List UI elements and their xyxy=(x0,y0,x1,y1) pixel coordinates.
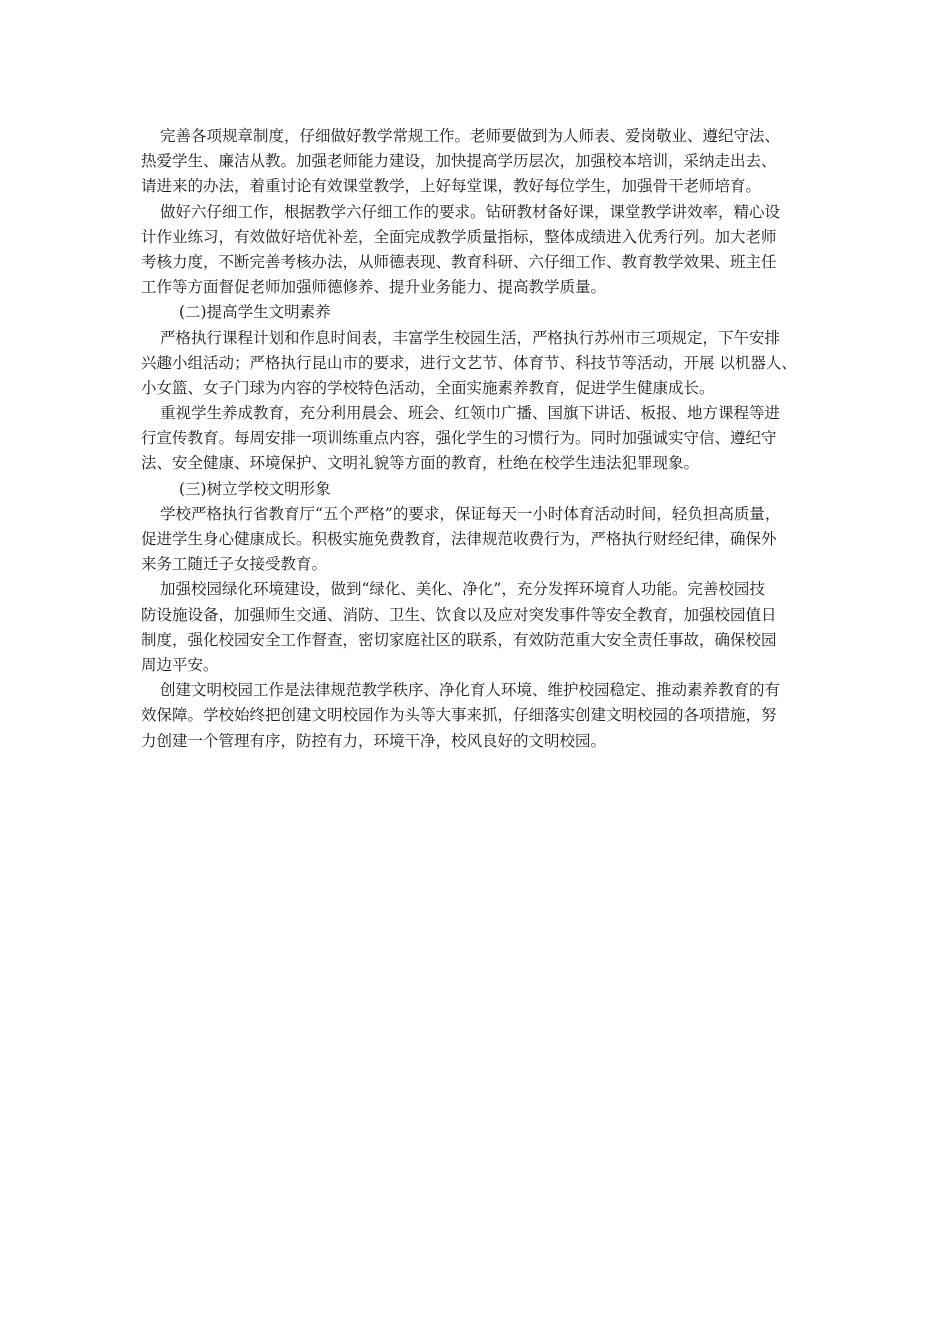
paragraph-line: 重视学生养成教育，充分利用晨会、班会、红领巾广播、国旗下讲话、板报、地方课程等进 xyxy=(160,404,781,423)
paragraph-line: 严格执行课程计划和作息时间表，丰富学生校园生活，严格执行苏州市三项规定，下午安排 xyxy=(160,328,781,347)
paragraph-line: 兴趣小组活动；严格执行昆山市的要求，进行文艺节、体育节、科技节等活动，开展 以机器人、 xyxy=(141,353,797,372)
paragraph-six-careful-work xyxy=(141,200,821,301)
paragraph-line: 促进学生身心健康成长。积极实施免费教育，法律规范收费行为，严格执行财经纪律，确保外 xyxy=(141,530,777,548)
paragraph-line: 行宣传教育。每周安排一项训练重点内容，强化学生的习惯行为。同时加强诚实守信、遵纪守 xyxy=(141,429,777,448)
paragraph-line: 热爱学生、廉洁从教。加强老师能力建设，加快提高学历层次，加强校本培训，采纳走出去、 xyxy=(141,152,777,171)
paragraph-civilized-campus xyxy=(141,678,821,754)
paragraph-line: 周边平安。 xyxy=(141,655,219,674)
paragraph-line: 计作业练习，有效做好培优补差，全面完成教学质量指标，整体成绩进入优秀行列。加大老师 xyxy=(141,227,777,246)
heading-school-image xyxy=(141,477,821,502)
paragraph-line: 来务工随迁子女接受教育。 xyxy=(141,555,328,574)
paragraph-line: 小女篮、女子门球为内容的学校特色活动，全面实施素养教育，促进学生健康成长。 xyxy=(141,378,715,397)
paragraph-line: 防设施设备，加强师生交通、消防、卫生、饮食以及应对突发事件等安全教育，加强校园值日 xyxy=(141,605,777,624)
paragraph-line: 考核力度，不断完善考核办法，从师德表现、教育科研、六仔细工作、教育教学效果、班主任 xyxy=(141,252,777,271)
paragraph-line: 请进来的办法，着重讨论有效课堂教学，上好每堂课，教好每位学生，加强骨干老师培育。 xyxy=(141,177,762,196)
paragraph-line: 加强校园绿化环境建设，做到“绿化、美化、净化”，充分发挥环境育人功能。完善校园技 xyxy=(160,580,765,599)
paragraph-line: 学校严格执行省教育厅“五个严格”的要求，保证每天一小时体育活动时间，轻负担高质量， xyxy=(160,504,781,523)
paragraph-line: 完善各项规章制度，仔细做好教学常规工作。老师要做到为人师表、爱岗敬业、遵纪守法、 xyxy=(160,127,781,145)
document-body xyxy=(141,124,821,754)
paragraph-five-strict xyxy=(141,502,821,578)
section-heading-text: (二)提高学生文明素养 xyxy=(179,303,331,322)
paragraph-course-plan xyxy=(141,326,821,402)
heading-student-civility xyxy=(141,300,821,325)
paragraph-line: 力创建一个管理有序，防控有力，环境干净，校风良好的文明校园。 xyxy=(141,731,607,750)
paragraph-rules-system xyxy=(141,124,821,200)
paragraph-line: 创建文明校园工作是法律规范教学秩序、净化育人环境、维护校园稳定、推动素养教育的有 xyxy=(160,681,781,700)
paragraph-line: 法、安全健康、环境保护、文明礼貌等方面的教育，杜绝在校学生违法犯罪现象。 xyxy=(141,454,700,473)
paragraph-line: 工作等方面督促老师加强师德修养、提升业务能力、提高教学质量。 xyxy=(141,278,607,297)
paragraph-campus-greening xyxy=(141,577,821,678)
paragraph-line: 制度，强化校园安全工作督查，密切家庭社区的联系，有效防范重大安全责任事故，确保校园 xyxy=(141,630,777,649)
section-heading-text: (三)树立学校文明形象 xyxy=(179,479,331,498)
paragraph-line: 做好六仔细工作，根据教学六仔细工作的要求。钻研教材备好课，课堂教学讲效率，精心设 xyxy=(160,202,781,221)
paragraph-habit-education xyxy=(141,401,821,477)
paragraph-line: 效保障。学校始终把创建文明校园作为头等大事来抓，仔细落实创建文明校园的各项措施，努 xyxy=(141,706,777,725)
